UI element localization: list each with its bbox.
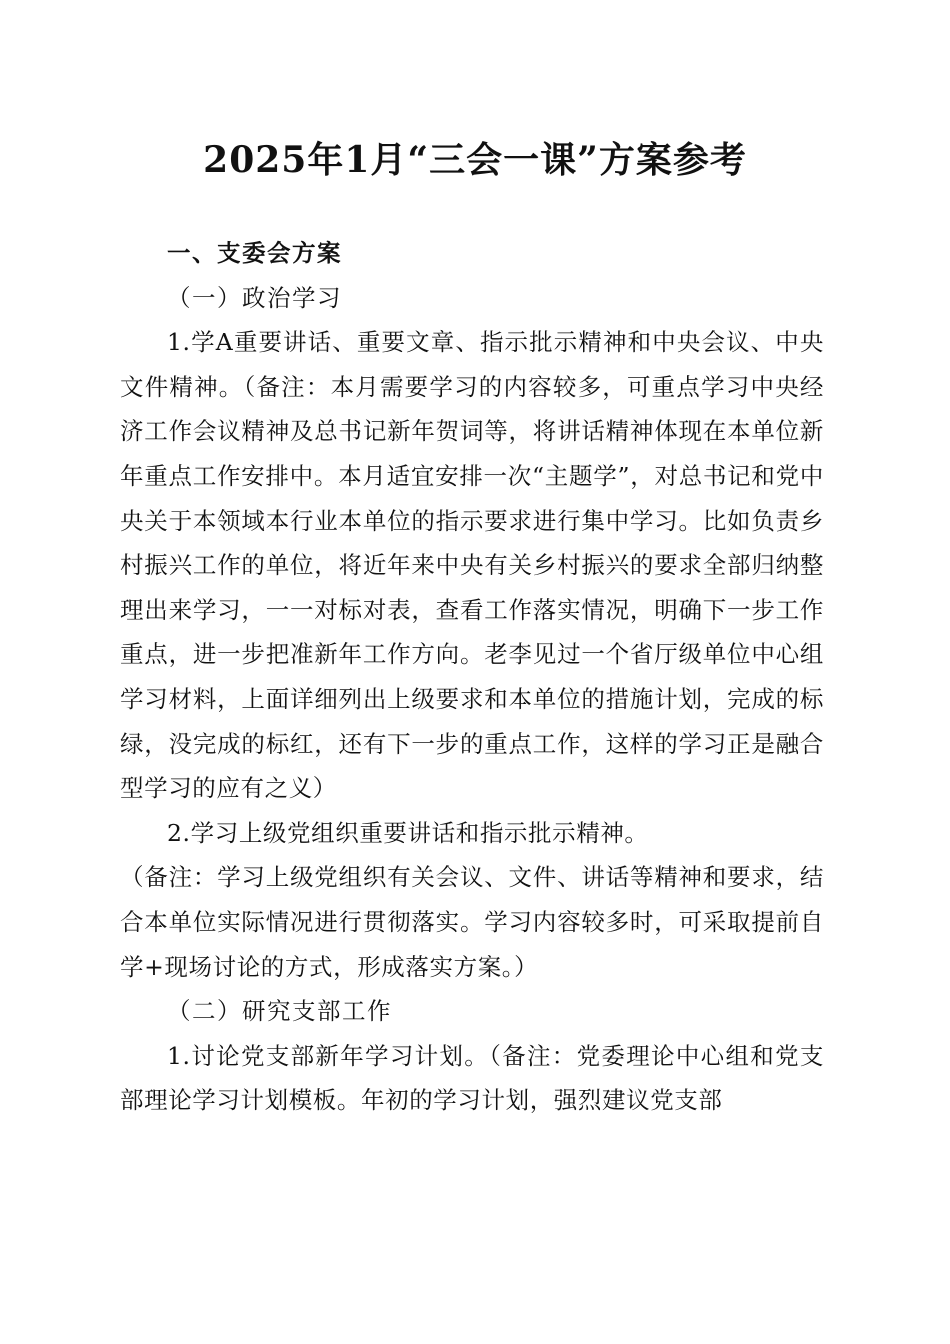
paragraph-item-2-note: （备注：学习上级党组织有关会议、文件、讲话等精神和要求，结合本单位实际情况进行贯彻落实。学习内容较多时，可采取提前自学+现场讨论的方式，形成落实方案。） [120, 863, 824, 981]
section-heading-branch-committee: 一、支委会方案 [167, 239, 342, 267]
paragraph-item-2: 2.学习上级党组织重要讲话和指示批示精神。 [167, 818, 649, 847]
paragraph-item-1: 1.学A重要讲话、重要文章、指示批示精神和中央会议、中央文件精神。（备注：本月需要学习的内容较多，可重点学习中央经济工作会议精神及总书记新年贺词等，将讲话精神体现在本单位新年重点工作安排中。本月适宜安排一次“主题学”，对总书记和党中央关于本领域本行业本单位的指示要求进行集中学习。比如负责乡村振兴工作的单位，将近年来中央有关乡村振兴的要求全部归纳整理出来学习，一一对标对表，查看工作落实情况，明确下一步工作重点，进一步把准新年工作方向。老李见过一个省厅级单位中心组学习材料，上面详细列出上级要求和本单位的措施计划，完成的标绿，没完成的标红，还有下一步的重点工作，这样的学习正是融合型学习的应有之义） [120, 328, 824, 803]
subsection-heading-political-study: （一）政治学习 [167, 283, 342, 312]
document-title: 2025年1月“三会一课”方案参考 [203, 139, 747, 181]
subsection-heading-branch-work: （二）研究支部工作 [167, 997, 392, 1026]
paragraph-item-3: 1.讨论党支部新年学习计划。（备注：党委理论中心组和党支部理论学习计划模板。年初的学习计划，强烈建议党支部 [120, 1041, 824, 1115]
document-body [120, 231, 824, 1123]
